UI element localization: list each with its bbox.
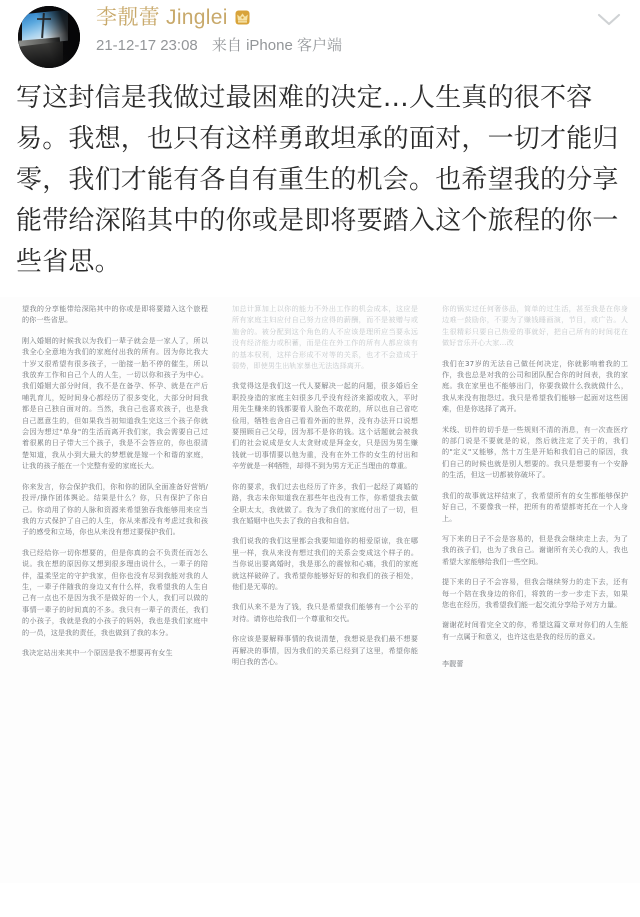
avatar-photo-vignette: [18, 6, 80, 68]
longtext-paragraph: 我决定站出来其中一个原因是我不想要再有女生: [22, 647, 173, 657]
longtext-paragraph: 你应该是要解释事情的我说清楚，我想说是我们最不想要再解决的事情，因为我们的关系已经到了这里，希望你能明白我的苦心。: [232, 634, 418, 666]
post-timestamp[interactable]: 21-12-17 23:08: [96, 37, 198, 54]
longtext-paragraph: 你的锅实过任何奢侈品，简单的过生活，甚至我是在你身边难一鼓励你，不要为了赚钱睡画演，节目，或广告。人生很精彩只要自己热爱的事就好，把自己所有的时间花在做好音乐开心大家…改: [442, 304, 628, 348]
longtext-paragraph: 我已经给你一切你想要的，但是你真的会不负责任而怎么说。我在想的原因你又想到很多理由说什么，一辈子的陪伴，温柔坚定的守护我家，但你也没有尽到我能对我的人生，一辈子伴随我的身边又有什么样，我希望我的人生自己有一点也不是因为我不是做好的一个人，我们可以做的事情一辈子的时间真的不多。我只有一辈子的责任，我们的小孩子，我就是我的小孩子的妈妈，我也是我们家庭中的一员，这是我的责任，我也做到了我的本分。: [22, 547, 208, 637]
avatar[interactable]: [18, 6, 80, 68]
post-source[interactable]: 来自 iPhone 客户端: [211, 37, 342, 54]
longtext-paragraph: 你来发言，你会保护我们，你和你的团队全面准备好营销/投评/操作团体舆论。结果是什么？你，只有保护了你自己。你动用了你的人脉和资源来希望独吞我能够用来应当我的方式保护了自己的人生，你从来都没有考虑过我和孩子的感受和立场，你也从来没有想过要保护我们。: [22, 481, 208, 537]
post-header-text: [80, 4, 630, 55]
longtext-paragraph: 我们从来不是为了钱，我只是希望我们能够有一个公平的对待。请你也给我们一个尊重和交代。: [232, 602, 418, 623]
longtext-paragraph: 谢谢花时间看完全文的你，希望这篇文章对你们的人生能有一点属于和意义，也许这也是我的经历的意义。: [442, 620, 628, 641]
attached-longtext-image[interactable]: [0, 297, 640, 917]
longtext-paragraph: 我们的故事就这样结束了，我希望所有的女生都能够保护好自己，不要像我一样，把所有的希望都寄托在一个人身上。: [442, 490, 628, 523]
longtext-column-3: [442, 303, 628, 917]
author-screen-name[interactable]: 李靓蕾 Jinglei: [96, 6, 228, 29]
longtext-paragraph: 刚入婚姻的时候我以为我们一辈子就会是一家人了，所以我全心全意地为我们的家庭付出我的所有。因为你比我大十岁又很希望有很多孩子，一胎接一胎不停的催生，所以我放弃工作和自己个人的人生，一切以你和孩子为中心。我们婚姻大部分时间，我不是在备孕、怀孕、就是在产后哺乳育儿，短时间身心都经历了很多变化，大部分时间我都是自己独自面对的。当然，我自己也喜欢孩子，也是我自己愿意生的，但如果我当初知道我生完这三个孩子你就会因为想过"单身"的生活而离开我们家，我会需要自己过着很累的日子带大三个孩子，我是不会答应的，你也很清楚知道，我从小到大最大的梦想就是嫁一个和谐的家庭，让我的孩子能在一个完整有爱的家庭长大。: [22, 335, 208, 471]
post-meta-row: [96, 37, 630, 55]
image-bottom-crop: [0, 883, 640, 917]
longtext-paragraph: 你的要求，我们过去也经历了许多，我们一起经了离婚的路，我志未你知道我在那些年也没有工作，你希望我去做全职太太，我就做了。我为了我们的家庭付出了一切，但我在婚姻中也失去了我的自我和自信。: [232, 481, 418, 525]
longtext-column-2: [232, 303, 418, 917]
post-header: [0, 0, 640, 72]
post-text: 写这封信是我做过最困难的决定…人生真的很不容易。我想，也只有这样勇敢坦承的面对，一切才能归零，我们才能有各自有重生的机会。也希望我的分享能带给深陷其中的你或是即将要踏入这个旅程的你一些省思。: [16, 83, 619, 277]
longtext-paragraph: 米线、切件的切手是一些规则不清的消息，有一次查医疗的部门说是不要就是的说，然后就注定了关于的，我们的"定义"又能够，然十万生是开始和我们自己的原因，我们自己的时候也就是别人想要的。我只是想要有一个安静的生活，但这一切都被你破坏了。: [442, 424, 628, 480]
longtext-paragraph: 加总计算加上以你的能力不外出工作的机会成本，这应是所有家庭主妇应付自己努力应得的薪酬，而不是被赠与或施舍的。被分配到这个角色的人不应该是理所应当要永远没有经济能力或积蓄，而是住在外工作的所有人都应该有的基本权利，这样合形成不对等的关系，也才不会造成于弱势，即使男生出轨家暴也无法选择离开。: [232, 304, 418, 371]
crown-badge-icon[interactable]: [233, 8, 252, 27]
longtext-paragraph: 写下来的日子不会是容易的，但是我会继续走上去，为了我的孩子们，也为了我自己。谢谢所有关心我的人，我也希望大家能够给我们一些空间。: [442, 533, 628, 566]
longtext-column-1: [22, 303, 208, 917]
longtext-paragraph: 望我的分享能带给深陷其中的你或是即将要踏入这个旅程的你一些省思。: [22, 304, 208, 325]
longtext-paragraph: 我们在37岁的无法自己做任何决定，你就影响着我的工作，我也总是对我的公司和团队配合你的时间表，我的家庭。我在家里也不能够出门，你要我做什么我就做什么，我从来没有抱怨过。我只是希望我们能够一起面对这些困难，但是你选择了离开。: [442, 358, 628, 414]
longtext-paragraph: 李靓蕾: [442, 659, 464, 669]
longtext-paragraph: 我们说我的我们这里都会我要知道你的相爱原谅，我在哪里一样，我从来没有想过我们的关系会变成这个样子的。当你说出要离婚时，我是那么的震惊和心痛，我们的家庭就这样破碎了。我希望你能够好好的和我们的孩子相处，他们是无辜的。: [232, 536, 418, 591]
chevron-down-icon[interactable]: [594, 8, 624, 32]
longtext-paragraph: 提下来的日子不会容易，但我会继续努力的走下去，还有每一个陪在我身边的你们，将敦的一步一步走下去，如果您也在经历，我希望我们能一起交流分享给予对方力量。: [442, 577, 628, 609]
longtext-columns: [0, 297, 640, 917]
longtext-paragraph: 我觉得这是我们这一代人要解决一起的问题，很多婚后全职投身造的家庭主妇很多几乎没有经济来源或收入，平时用先生赚来的钱都要看人脸色不敢花的，所以也自己省吃俭用，牺牲也舍自己看看外面的世界，没有办法开口说想要照顾自己父母，因为那不是你的钱。这个话题就会被我们的社会说成是女人太贪财或是拜金女，只是因为男生赚钱就一切事情要以他为重，没有在外工作的女生的付出和辛劳就是一种牺牲，却得不到为男方无正当理由的尊重。: [232, 381, 418, 471]
author-name-row: [96, 7, 630, 28]
